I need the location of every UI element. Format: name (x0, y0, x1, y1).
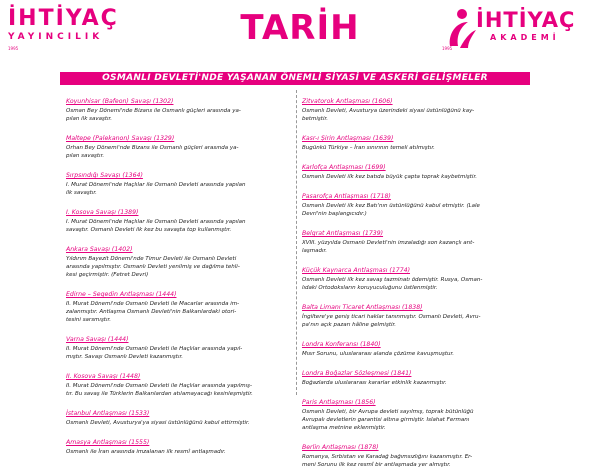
event-title: Paris Antlaşması (1856) (302, 399, 376, 406)
description-line: Osmanlı Devleti ilk kez Batı'nın üstünlüğünü kabul etmiştir. (Lale (302, 203, 480, 209)
event-description (302, 313, 530, 329)
event-entry (302, 220, 530, 255)
description-line: Osmanlı ile İran arasında imzalanan ilk resmî antlaşmadır. (66, 449, 226, 455)
event-entry (302, 88, 530, 123)
event-entry (66, 236, 294, 279)
event-description (302, 276, 530, 292)
event-title: Karlofça Antlaşması (1699) (302, 164, 386, 171)
description-line: pa'nın açık pazarı hâline gelmiştir. (302, 322, 397, 328)
logo-left-line2: YAYINCILIK (8, 32, 104, 42)
event-description (66, 181, 294, 197)
event-description (302, 173, 530, 181)
event-title: Londra Konferansı (1840) (302, 341, 381, 348)
description-line: XVIII. yüzyılda Osmanlı Devleti'nin imzaladığı son kazançlı ant- (302, 240, 475, 246)
page-header (0, 0, 600, 64)
event-description (66, 300, 294, 324)
event-title: Küçük Kaynarca Antlaşması (1774) (302, 267, 411, 274)
description-line: zalanmıştır. Antlaşma Osmanlı Devleti'nin Balkanlardaki otori- (66, 309, 237, 315)
description-line: antlaşma metnine eklenmiştir. (302, 425, 386, 431)
event-title: Belgrat Antlaşması (1739) (302, 230, 384, 237)
logo-right-small: 1995 (442, 46, 453, 51)
description-line: ilk savaştır. (66, 190, 97, 196)
description-line: tesini sarsmıştır. (66, 317, 111, 323)
event-entry (66, 429, 294, 456)
description-line: I. Murat Dönemi'nde Haçlılar ile Osmanlı Devleti arasında yapılan (66, 182, 246, 188)
description-line: Bugünkü Türkiye – İran sınırının temeli atılmıştır. (302, 145, 435, 151)
event-title: Balta Limanı Ticaret Antlaşması (1838) (302, 304, 423, 311)
description-line: Osmanlı Devleti, bir Avrupa devleti sayılmış, toprak bütünlüğü (302, 409, 474, 415)
event-entry (66, 125, 294, 160)
event-title: I. Kosova Savaşı (1389) (66, 209, 139, 216)
event-description (302, 202, 530, 218)
event-entry (66, 88, 294, 123)
event-description (66, 144, 294, 160)
event-title: II. Kosova Savaşı (1448) (66, 373, 141, 380)
event-title: Varna Savaşı (1444) (66, 336, 129, 343)
event-title: Edirne – Segedin Antlaşması (1444) (66, 291, 177, 298)
event-entry (302, 389, 530, 432)
description-line: Avrupalı devletlerin garantisi altına girmiştir. Islahat Fermanı (302, 417, 470, 423)
event-title: Pasarofça Antlaşması (1718) (302, 193, 391, 200)
page-title: TARİH (240, 8, 360, 48)
logo-left-line1: İHTİYAÇ (8, 6, 119, 31)
description-line: I. Murat Dönemi'nde Haçlılar ile Osmanlı Devleti arasında yapılan (66, 219, 246, 225)
event-entry (302, 331, 530, 358)
description-line: kesi geçirmiştir. (Fetret Devri) (66, 272, 149, 278)
event-title: Maltepe (Palekanon) Savaşı (1329) (66, 135, 175, 142)
description-line: lıdaki Ortodoksların koruyuculuğunu üstlenmiştir. (302, 285, 438, 291)
ihtiyac-yayincilik-logo (8, 8, 128, 52)
description-line: II. Murat Dönemi'nde Osmanlı Devleti ile Macarlar arasında im- (66, 301, 240, 307)
event-entry (302, 125, 530, 152)
event-entry (66, 162, 294, 197)
description-line: laşmadır. (302, 248, 328, 254)
section-banner: OSMANLI DEVLETİ'NDE YAŞANAN ÖNEMLİ SİYASİ VE ASKERİ GELİŞMELER (60, 72, 530, 85)
logo-right-line1: İHTİYAÇ (476, 8, 576, 32)
event-entry (302, 257, 530, 292)
event-entry (302, 294, 530, 329)
description-line: Yıldırım Bayezit Dönemi'nde Timur Devleti ile Osmanlı Devleti (66, 256, 237, 262)
event-title: Londra Boğazlar Sözleşmesi (1841) (302, 370, 412, 377)
event-entry (66, 281, 294, 324)
event-description (302, 408, 530, 432)
description-line: Osmanlı Devleti ilk kez savaş tazminatı ödemiştir. Rusya, Osman- (302, 277, 483, 283)
event-title: Ankara Savaşı (1402) (66, 246, 133, 253)
event-title: Sırpsındığı Savaşı (1364) (66, 172, 143, 179)
description-line: Osmanlı Devleti, Avusturya üzerindeki siyasi üstünlüğünü kay- (302, 108, 475, 114)
event-entry (302, 360, 530, 387)
description-line: Boğazlarda uluslararası kararlar etkinlik kazanmıştır. (302, 380, 447, 386)
event-description (302, 453, 530, 469)
event-description (66, 419, 294, 427)
description-line: mıştır. Savaşı Osmanlı Devleti kazanmıştır. (66, 354, 183, 360)
description-line: Osmanlı Devleti, Avusturya'ya siyasi üstünlüğünü kabul ettirmiştir. (66, 420, 250, 426)
event-entry (302, 154, 530, 181)
person-figure-icon (442, 8, 478, 50)
event-title: Zitvatorok Antlaşması (1606) (302, 98, 393, 105)
event-title: İstanbul Antlaşması (1533) (66, 410, 150, 417)
event-description (66, 218, 294, 234)
description-line: arasında yapılmıştır. Osmanlı Devleti yenilmiş ve dağılma tehli- (66, 264, 240, 270)
event-description (302, 144, 530, 152)
event-description (66, 107, 294, 123)
description-line: Mısır Sorunu, uluslararası alanda çözüme kavuşmuştur. (302, 351, 455, 357)
description-line: II. Murat Dönemi'nde Osmanlı Devleti ile Haçlılar arasında yapılmış- (66, 383, 252, 389)
description-line: pılan savaştır. (66, 153, 105, 159)
event-description (302, 350, 530, 358)
description-line: İngiltere'ye geniş ticari haklar tanınmıştır. Osmanlı Devleti, Avru- (302, 314, 481, 320)
event-description (66, 345, 294, 361)
left-column (66, 88, 294, 458)
description-line: savaştır. Osmanlı Devleti ilk kez bu savaşta top kullanmıştır. (66, 227, 232, 233)
column-divider (296, 90, 297, 395)
ihtiyac-akademi-logo (442, 8, 592, 56)
event-description (66, 448, 294, 456)
event-title: Koyunhisar (Bafeon) Savaşı (1302) (66, 98, 174, 105)
event-entry (66, 400, 294, 427)
logo-right-line2: AKADEMİ (490, 33, 560, 42)
event-title: Kasr-ı Şirin Antlaşması (1639) (302, 135, 394, 142)
event-entry (302, 183, 530, 218)
event-title: Amasya Antlaşması (1555) (66, 439, 150, 446)
event-entry (66, 363, 294, 398)
description-line: betmiştir. (302, 116, 328, 122)
right-column (302, 88, 530, 471)
description-line: Osman Bey Dönemi'nde Bizans ile Osmanlı güçleri arasında ya- (66, 108, 241, 114)
description-line: Orhan Bey Dönemi'nde Bizans ile Osmanlı güçleri arasında ya- (66, 145, 239, 151)
event-description (302, 379, 530, 387)
event-description (66, 255, 294, 279)
event-description (66, 382, 294, 398)
event-description (302, 239, 530, 255)
description-line: Romanya, Sırbistan ve Karadağ bağımsızlığını kazanmıştır. Er- (302, 454, 473, 460)
event-entry (66, 326, 294, 361)
event-entry (66, 199, 294, 234)
description-line: pılan ilk savaştır. (66, 116, 113, 122)
description-line: Osmanlı Devleti ilk kez batıda büyük çapta toprak kaybetmiştir. (302, 174, 477, 180)
description-line: II. Murat Dönemi'nde Osmanlı Devleti ile Haçlılar arasında yapıl- (66, 346, 243, 352)
description-line: Devri'nin başlangıcıdır.) (302, 211, 367, 217)
description-line: meni Sorunu ilk kez resmî bir antlaşmada yer almıştır. (302, 462, 451, 468)
event-entry (302, 434, 530, 469)
description-line: tır. Bu savaş ile Türklerin Balkanlardan atılamayacağı kesinleşmiştir. (66, 391, 253, 397)
logo-left-small: 1995 (8, 46, 19, 51)
event-description (302, 107, 530, 123)
event-title: Berlin Antlaşması (1878) (302, 444, 379, 451)
